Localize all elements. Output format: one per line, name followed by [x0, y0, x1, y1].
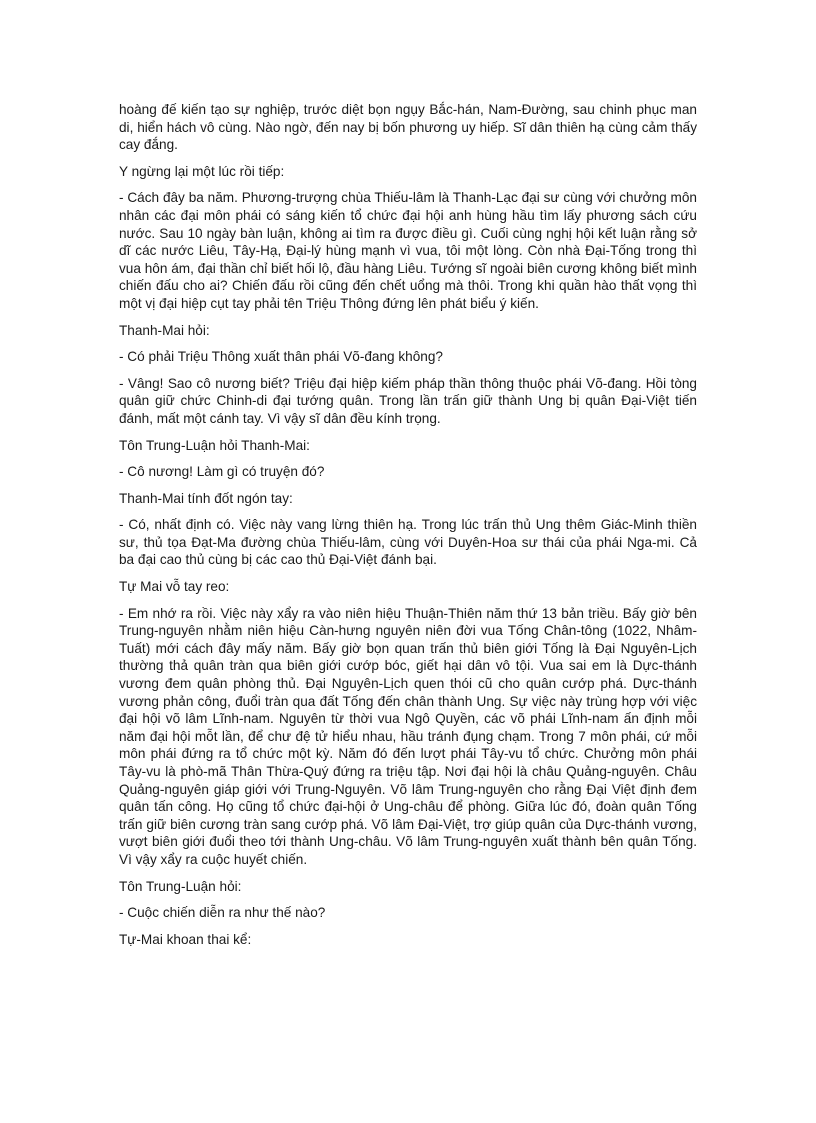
- paragraph: Thanh-Mai hỏi:: [119, 322, 210, 338]
- paragraph: Thanh-Mai tính đốt ngón tay:: [119, 490, 293, 506]
- paragraph: Tự-Mai khoan thai kể:: [119, 931, 252, 947]
- paragraph: - Có phải Triệu Thông xuất thân phái Võ-đang không?: [119, 349, 443, 365]
- paragraph: - Em nhớ ra rồi. Việc này xẩy ra vào niên hiệu Thuận-Thiên năm thứ 13 bản triều. Bấy giờ bên Trung-nguyên nhằm niên hiệu Càn-hưng nguyên niên đời vua Tống Chân-tông (1022, Nhâm-Tuất) mới cách đây mấy năm. Bấy giờ bọn quan trấn thủ biên giới Tống là Đại Nguyên-Lịch thường thả quân tràn qua biên giới cướp bóc, giết hại dân vô tội. Vua sai em là Dực-thánh vương đem quân phòng thủ. Đại Nguyên-Lịch quen thói cũ cho quân cướp phá. Dực-thánh vương phản công, đuổi tràn qua đất Tống đến chân thành Ung. Sự việc này trùng hợp với việc đại hội võ lâm Lĩnh-nam. Nguyên từ thời vua Ngô Quyền, các võ phái Lĩnh-nam ấn định mỗi năm đại hội mỗt lần, để chư đệ tử hiểu nhau, hầu tránh đụng chạm. Trong 7 môn phái, cứ mỗi môn phái đứng ra tổ chức một kỳ. Năm đó đến lượt phái Tây-vu tổ chức. Chưởng môn phái Tây-vu là phò-mã Thân Thừa-Quý đứng ra triệu tập. Nơi đại hội là châu Quảng-nguyên. Châu Quảng-nguyên giáp giới với Trung-Nguyên. Võ lâm Trung-nguyên cho rằng Đại Việt định đem quân tấn công. Họ cũng tổ chức đại-hội ở Ung-châu để phòng. Giữa lúc đó, đoàn quân Tống trấn giữ biên cương tràn sang cướp phá. Võ lâm Đại-Việt, trợ giúp quân của Dực-thánh vương, vượt biên giới đuổi theo tới thành Ung-châu. Võ lâm Trung-nguyên xuất thành bên quân Tống. Vì vậy xẩy ra cuộc huyết chiến.: [119, 605, 697, 867]
- paragraph: Y ngừng lại một lúc rồi tiếp:: [119, 163, 285, 179]
- paragraph: - Cô nương! Làm gì có truyện đó?: [119, 464, 325, 480]
- paragraph: - Vâng! Sao cô nương biết? Triệu đại hiệp kiếm pháp thần thông thuộc phái Võ-đang. Hồi tòng quân giữ chức Chinh-di đại tướng quân. Trong lần trấn giữ thành Ung bị quân Đại-Việt tiến đánh, mất một cánh tay. Vì vậy sĩ dân đều kính trọng.: [119, 375, 697, 426]
- paragraph: - Cách đây ba năm. Phương-trượng chùa Thiếu-lâm là Thanh-Lạc đại sư cùng với chưởng môn nhân các đại môn phái có sáng kiến tổ chức đại hội anh hùng hầu tìm lấy phương sách cứu nước. Sau 10 ngày bàn luận, không ai tìm ra được điều gì. Cuối cùng nghị hội kết luận rằng sở dĩ các nước Liêu, Tây-Hạ, Đại-lý hùng mạnh vì vua, tôi một lòng. Còn nhà Đại-Tống trong thì vua hôn ám, đại thần chỉ biết hối lộ, đầu hàng Liêu. Tướng sĩ ngoài biên cương không biết mình chiến đấu cho ai? Chiến đấu rồi cũng đến chết uổng mà thôi. Trong khi quần hào thất vọng thì một vị đại hiệp cụt tay phải tên Triệu Thông đứng lên phát biểu ý kiến.: [119, 190, 697, 311]
- paragraph: - Có, nhất định có. Việc này vang lừng thiên hạ. Trong lúc trấn thủ Ung thêm Giác-Minh thiền sư, thủ tọa Đạt-Ma đường chùa Thiếu-lâm, cùng với Duyên-Hoa sư thái của phái Nga-mi. Cả ba đại cao thủ cùng bị các cao thủ Đại-Việt đánh bại.: [119, 517, 697, 568]
- paragraph: Tự Mai vỗ tay reo:: [119, 579, 230, 595]
- document-page: [119, 101, 697, 957]
- paragraph: Tôn Trung-Luận hỏi:: [119, 878, 242, 894]
- paragraph: - Cuộc chiến diễn ra như thế nào?: [119, 905, 326, 921]
- paragraph: Tôn Trung-Luận hỏi Thanh-Mai:: [119, 437, 310, 453]
- paragraph: hoàng đế kiến tạo sự nghiệp, trước diệt bọn ngụy Bắc-hán, Nam-Đường, sau chinh phục man di, hiển hách vô cùng. Nào ngờ, đến nay bị bốn phương uy hiếp. Sĩ dân thiên hạ cùng cảm thấy cay đắng.: [119, 102, 697, 153]
